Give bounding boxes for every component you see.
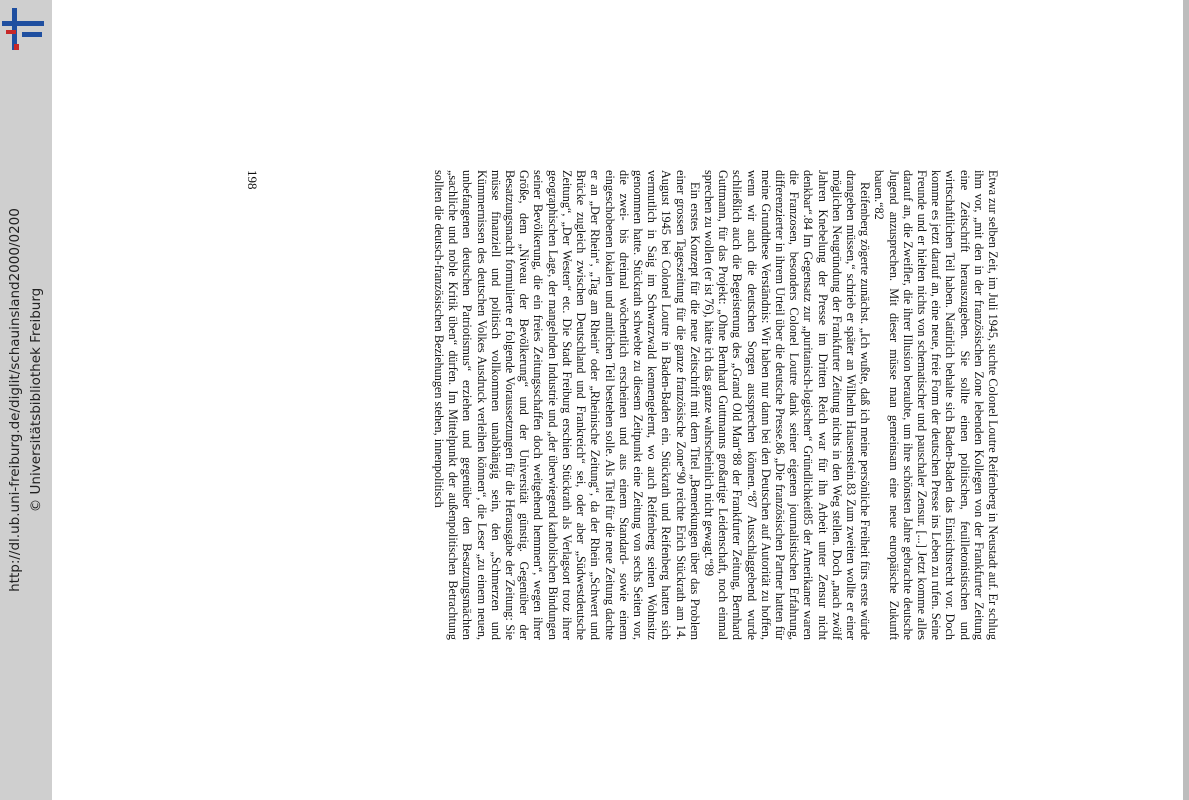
document-page bbox=[240, 170, 1000, 640]
paragraph: Etwa zur selben Zeit, im Juli 1945, suchte Colonel Loutre Reifenberg in Neustadt auf. Er schlug ihm vor, „mit den in der französischen Zone lebenden Kollegen von der Frankfurter Zeitung eine Zeitschrift herauszugeben. Sie sollte einen politischen, feuilletonistischen und wirtschaftlichen Teil haben. Natürlich behalte sich Baden-Baden das Einsichtsrecht vor. Doch komme es jetzt darauf an, eine neue, freie Form der deutschen Presse ins Leben zu rufen. Seine Freunde und er hielten nichts von schematischer und pauschaler Zensur. [...] Jetzt komme alles darauf an, die Zweifler, die ihrer Illusion beraubte, um ihre schönsten Jahre gebrachte deutsche Jugend anzusprechen. Mit dieser müsse man gemeinsam eine neue europäische Zukunft bauen.“82 bbox=[872, 170, 1000, 640]
credits bbox=[4, 0, 48, 800]
scrollbar[interactable] bbox=[1183, 0, 1189, 800]
paragraph: Ein erstes Konzept für die neue Zeitschrift mit dem Titel „Bemerkungen über das Problem einer grossen Tageszeitung für die ganze französische Zone“90 reichte Erich Stückrath am 14. August 1945 bei Colonel Loutre in Baden-Baden ein. Stückrath und Reifenberg hatten sich vermutlich in Saig im Schwarzwald kennengelernt, wo auch Reifenberg seinen Wohnsitz genommen hatte. Stückrath schwebte zu diesem Zeitpunkt eine Zeitung von sechs Seiten vor, die zwei- bis dreimal wöchentlich erscheinen und aus einem Standard- sowie einem eingeschobenen lokalen und amtlichen Teil bestehen solle. Als Titel für die neue Zeitung dachte er an „Der Rhein“, „Tag am Rhein“ oder „Rheinische Zeitung“, da der Rhein „Schwert und Brücke zugleich zwischen Deutschland und Frankreich“ sei, oder aber „Südwestdeutsche Zeitung“, „Der Westen“ etc. Die Stadt Freiburg erschien Stückrath als Verlagsort trotz ihrer geographischen Lage, der mangelnden Industrie und „der überwiegend katholischen Bindungen seiner Bevölkerung, die ein freies Zeitungsschaffen doch weitgehend hemmen“, wegen ihrer Größe, dem „Niveau der Bevölkerung“ und der Universität günstig. Gegenüber der Besatzungsmacht formulierte er folgende Voraussetzungen für die Herausgabe der Zeitung: Sie müsse finanziell und politisch vollkommen unabhängig sein, den „Schmerzen und Kümmernissen des deutschen Volkes Ausdruck verleihen können“, die Leser „zu einem neuen, unbefangenen deutschen Patriotismus“ erziehen und gegenüber den Besatzungsmächten „sachliche und noble Kritik üben“ dürfen. Im Mittelpunkt der außenpolitischen Betrachtung sollten die deutsch-französischen Beziehungen stehen, innenpolitisch bbox=[432, 170, 702, 640]
viewer-sidebar bbox=[0, 0, 52, 800]
page-number: 198 bbox=[245, 170, 260, 190]
page-text bbox=[432, 170, 1000, 640]
source-url[interactable]: http://dl.ub.uni-freiburg.de/diglit/schauinsland2000/0200 bbox=[7, 208, 23, 592]
copyright-notice: © Universitätsbibliothek Freiburg bbox=[28, 287, 44, 513]
paragraph: Reifenberg zögerte zunächst. „Ich wußte, daß ich meine persönliche Freiheit fürs erste würde drangeben müssen,“ schrieb er später an Wilhelm Hausenstein.83 Zum zweiten wollte er einer möglichen Neugründung der Frankfurter Zeitung nichts in den Weg stellen. Doch „nach zwölf Jahren Knebelung der Presse im Dritten Reich war für ihn Arbeit unter Zensur nicht denkbar“.84 Im Gegensatz zur „puritanisch-logischen“ Gründlichkeit85 der Amerikaner waren die Franzosen, besonders Colonel Loutre dank seiner eigenen journalistischen Erfahrung, differenzierter in ihrem Urteil über die deutsche Presse.86 „Die französischen Partner hatten für meine Grundthese Verständnis: Wir haben nur dann bei den Deutschen auf Autorität zu hoffen, wenn wir auch die deutschen Sorgen aussprechen können.“87 Ausschlaggebend wurde schließlich auch die Begeisterung des „Grand Old Man“88 der Frankfurter Zeitung, Bernhard Guttmann, für das Projekt: „Ohne Bernhard Guttmanns großartige Leidenschaft, noch einmal sprechen zu wollen (er ist 76), hätte ich das ganze wahrscheinlich nicht gewagt.“89 bbox=[701, 170, 873, 640]
